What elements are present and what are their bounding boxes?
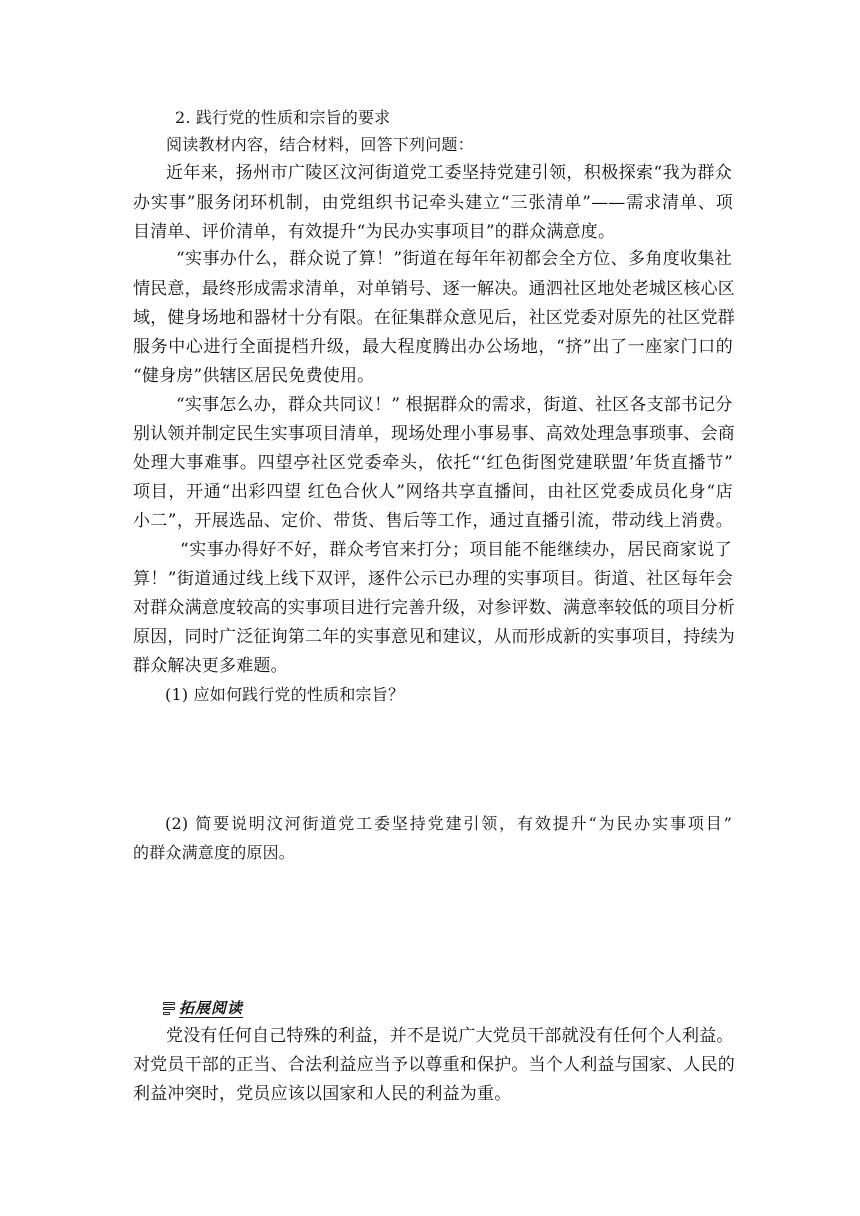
- material-line: “实事办得好不好，群众考官来打分；项目能不能继续办，居民商家说了: [180, 540, 732, 560]
- extended-reading-line: 对党员干部的正当、合法利益应当予以尊重和保护。当个人利益与国家、人民的: [133, 1055, 735, 1075]
- material-line: 域，健身场地和器材十分有限。在征集群众意见后，社区党委对原先的社区党群: [133, 308, 735, 328]
- material-line: “健身房”供辖区居民免费使用。: [133, 366, 375, 386]
- list-icon: [162, 1001, 176, 1015]
- extended-reading-tag: [162, 996, 243, 1020]
- material-line: 群众解决更多难题。: [133, 656, 288, 676]
- material-line: 项目，开通“出彩四望 红色合伙人”网络共享直播间，由社区党委成员化身“店: [133, 482, 733, 502]
- material-line: 处理大事难事。四望亭社区党委牵头，依托“‘红色街图党建联盟’年货直播节”: [133, 453, 733, 473]
- extended-reading-line: 利益冲突时，党员应该以国家和人民的利益为重。: [133, 1084, 512, 1104]
- section-title: 2. 践行党的性质和宗旨的要求: [175, 108, 391, 127]
- material-line: “实事办什么，群众说了算！”街道在每年年初都会全方位、多角度收集社: [176, 249, 732, 269]
- material-line: 对群众满意度较高的实事项目进行完善升级，对参评数、满意率较低的项目分析: [133, 598, 735, 618]
- instruction-text: 阅读教材内容，结合材料，回答下列问题：: [166, 135, 474, 154]
- extended-reading-line: 党没有任何自己特殊的利益，并不是说广大党员干部就没有任何个人利益。: [166, 1026, 734, 1046]
- extended-reading-label: 拓展阅读: [179, 998, 244, 1017]
- question-2-line-2: 的群众满意度的原因。: [133, 843, 296, 862]
- material-line: 别认领并制定民生实事项目清单，现场处理小事易事、高效处理急事琐事、会商: [133, 424, 735, 444]
- material-line: 原因，同时广泛征询第二年的实事意见和建议，从而形成新的实事项目，持续为: [133, 627, 735, 647]
- material-line: 近年来，扬州市广陵区汶河街道党工委坚持党建引领，积极探索“我为群众: [166, 163, 732, 183]
- material-line: 小二”，开展选品、定价、带货、售后等工作，通过直播引流，带动线上消费。: [133, 511, 733, 531]
- material-line: 目清单、评价清单，有效提升“为民办实事项目”的群众满意度。: [133, 222, 616, 242]
- material-line: 服务中心进行全面提档升级，最大程度腾出办公场地，“挤”出了一座家门口的: [133, 337, 733, 357]
- question-1: (1) 应如何践行党的性质和宗旨？: [165, 685, 405, 704]
- question-2-line-1: (2) 简要说明汶河街道党工委坚持党建引领，有效提升“为民办实事项目”: [165, 814, 732, 833]
- material-line: 算！”街道通过线上线下双评，逐件公示已办理的实事项目。街道、社区每年会: [133, 569, 733, 589]
- material-line: “实事怎么办，群众共同议！” 根据群众的需求，街道、社区各支部书记分: [176, 395, 733, 415]
- material-line: 情民意，最终形成需求清单，对单销号、逐一解决。通泗社区地处老城区核心区: [133, 279, 735, 299]
- material-line: 办实事”服务闭环机制，由党组织书记牵头建立“三张清单”——需求清单、项: [133, 193, 733, 213]
